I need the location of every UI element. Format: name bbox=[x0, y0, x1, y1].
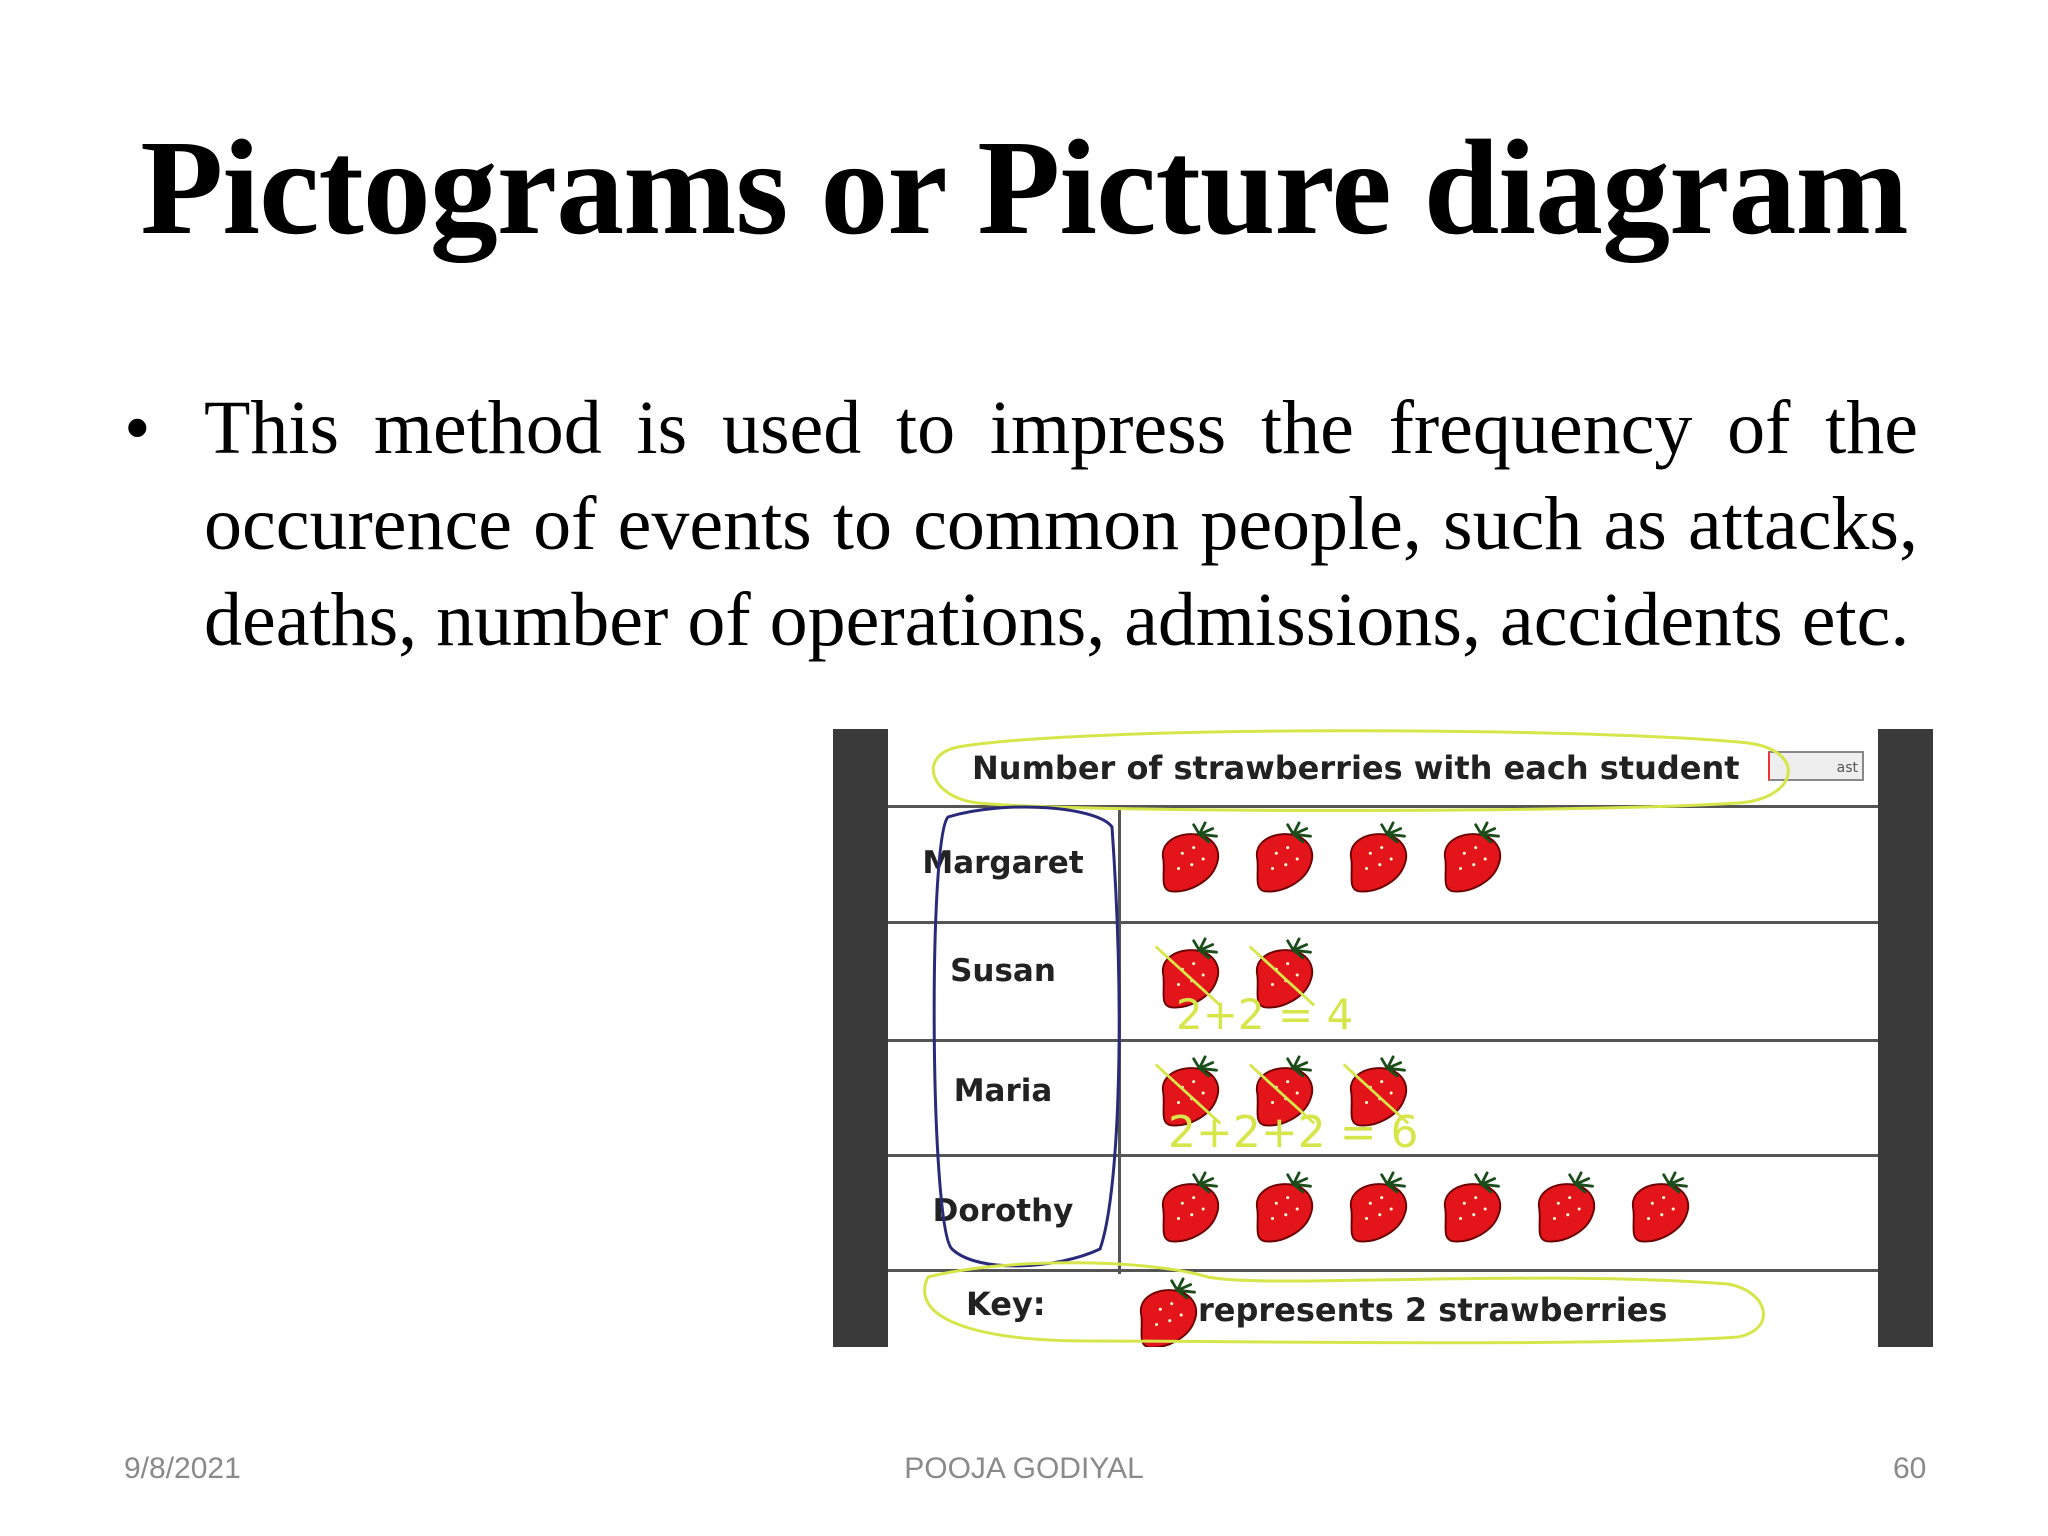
key-text: represents 2 strawberries bbox=[1198, 1291, 1668, 1329]
footer-date: 9/8/2021 bbox=[124, 1452, 241, 1485]
footer-page-number: 60 bbox=[1893, 1452, 1927, 1485]
annotation-susan: 2+2 = 4 bbox=[1176, 990, 1354, 1039]
bullet-marker: • bbox=[124, 386, 151, 470]
row-label-dorothy: Dorothy bbox=[932, 1193, 1074, 1229]
corner-button: ast bbox=[1768, 751, 1864, 781]
handwritten-annotations bbox=[888, 729, 1878, 1347]
annotation-maria: 2+2+2 = 6 bbox=[1168, 1107, 1419, 1158]
footer-author: POOJA GODIYAL bbox=[904, 1452, 1144, 1485]
key-label: Key: bbox=[966, 1285, 1046, 1323]
slide-title: Pictograms or Picture diagram bbox=[140, 113, 1908, 263]
row-label-maria: Maria bbox=[953, 1073, 1053, 1109]
pictogram-title: Number of strawberries with each student bbox=[972, 749, 1740, 787]
pictogram-image bbox=[833, 729, 1933, 1347]
row-label-margaret: Margaret bbox=[922, 845, 1084, 881]
pictogram-table bbox=[888, 729, 1878, 1347]
bullet-text: This method is used to impress the frequency of the occurence of events to common people, such as attacks, deaths, number of operations, admissions, accidents etc. bbox=[204, 386, 1918, 662]
row-label-susan: Susan bbox=[950, 953, 1056, 989]
